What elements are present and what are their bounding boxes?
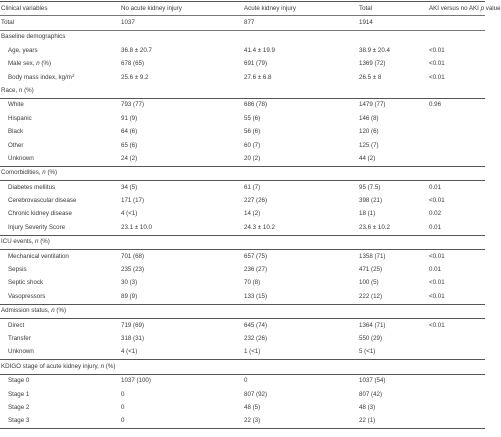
cell-aki: 227 (26) bbox=[244, 197, 268, 205]
cell-p: <0.01 bbox=[429, 46, 445, 54]
table-body bbox=[0, 235, 485, 249]
cell-total: 550 (29) bbox=[359, 334, 383, 342]
row-label: Vasopressors bbox=[0, 290, 120, 304]
row-label: White bbox=[8, 101, 24, 109]
cell-aki: 41.4 ± 19.9 bbox=[244, 46, 275, 54]
clinical-variables-table bbox=[0, 1, 501, 429]
row-label: Male sex, n (%) bbox=[8, 60, 51, 68]
cell-p: <0.01 bbox=[429, 252, 445, 260]
row-label: Transfer bbox=[8, 334, 31, 342]
cell-p: <0.01 bbox=[429, 73, 445, 81]
cell-p bbox=[428, 415, 485, 429]
cell-aki: 22 (3) bbox=[243, 415, 358, 429]
section-baseline bbox=[0, 30, 485, 44]
cell-no-aki: 89 (9) bbox=[120, 290, 243, 304]
cell-aki: 27.6 ± 6.8 bbox=[244, 73, 272, 81]
cell-no-aki: 1037 bbox=[120, 16, 243, 30]
cell-total: 22 (1) bbox=[358, 415, 428, 429]
cell-no-aki: 793 (77) bbox=[121, 101, 145, 109]
cell-aki: 0 bbox=[244, 377, 248, 385]
table-row bbox=[0, 290, 485, 304]
cell-p: 0.01 bbox=[429, 266, 442, 274]
table-row bbox=[0, 318, 485, 332]
table-row bbox=[0, 98, 485, 112]
cell-aki: 645 (74) bbox=[244, 321, 268, 329]
cell-no-aki: 1037 (100) bbox=[121, 377, 151, 385]
cell-p: 0.01 bbox=[428, 221, 485, 235]
header-p-value: AKI versus no AKI p value bbox=[428, 2, 485, 16]
cell-no-aki: 36.8 ± 20.7 bbox=[121, 46, 152, 54]
table-row bbox=[0, 388, 485, 401]
section-label: Race, n (%) bbox=[0, 84, 485, 98]
header-no-aki: No acute kidney injury bbox=[120, 2, 243, 16]
section-kdigo-stage bbox=[0, 360, 485, 374]
cell-total: 1369 (72) bbox=[359, 60, 386, 68]
cell-total: 100 (5) bbox=[359, 279, 379, 287]
table-row bbox=[0, 126, 485, 139]
table-row bbox=[0, 44, 485, 57]
cell-p: 0.96 bbox=[429, 101, 442, 109]
row-label: Age, years bbox=[8, 46, 38, 54]
row-label: Stage 1 bbox=[8, 390, 30, 398]
cell-aki: 55 (6) bbox=[244, 114, 261, 122]
race-group bbox=[0, 98, 485, 166]
cell-no-aki: 25.6 ± 9.2 bbox=[121, 73, 149, 81]
section-comorbidities bbox=[0, 166, 485, 180]
header-aki: Acute kidney injury bbox=[243, 2, 358, 16]
table-row bbox=[0, 152, 485, 166]
cell-total: 26.5 ± 8 bbox=[359, 73, 382, 81]
cell-total: 807 (42) bbox=[359, 390, 383, 398]
cell-p: 0.02 bbox=[429, 210, 442, 218]
cell-no-aki: 235 (23) bbox=[121, 266, 145, 274]
cell-p bbox=[428, 388, 485, 401]
cell-aki: 1 (<1) bbox=[243, 346, 358, 360]
cell-aki: 807 (92) bbox=[244, 390, 268, 398]
table-row bbox=[0, 332, 485, 345]
cell-aki: 24.3 ± 10.2 bbox=[243, 221, 358, 235]
table-row bbox=[0, 277, 485, 290]
section-label: Admission status, n (%) bbox=[0, 304, 485, 318]
cell-total: 120 (6) bbox=[359, 128, 379, 136]
row-label: Diabetes mellitus bbox=[8, 183, 56, 191]
icu-events-group bbox=[0, 250, 485, 305]
table-row bbox=[0, 112, 485, 125]
cell-p: 0.01 bbox=[429, 183, 442, 191]
section-icu-events bbox=[0, 235, 485, 249]
header-clinical-variables: Clinical variables bbox=[0, 2, 120, 16]
cell-no-aki: 678 (65) bbox=[121, 60, 145, 68]
cell-aki: 20 (2) bbox=[243, 152, 358, 166]
row-label: Stage 0 bbox=[8, 377, 30, 385]
cell-p: <0.01 bbox=[429, 321, 445, 329]
table-row bbox=[0, 139, 485, 152]
section-label: Comorbidities, n (%) bbox=[0, 166, 485, 180]
cell-p bbox=[428, 152, 485, 166]
cell-total: 471 (25) bbox=[359, 266, 383, 274]
cell-aki: 70 (8) bbox=[244, 279, 261, 287]
cell-aki: 686 (78) bbox=[244, 101, 268, 109]
cell-p: <0.01 bbox=[428, 290, 485, 304]
table-row bbox=[0, 71, 485, 84]
admission-group bbox=[0, 318, 485, 359]
cell-aki: 657 (75) bbox=[244, 252, 268, 260]
cell-no-aki: 64 (6) bbox=[121, 128, 138, 136]
cell-aki: 877 bbox=[243, 16, 358, 30]
row-label: Injury Severity Score bbox=[0, 221, 120, 235]
cell-no-aki: 65 (6) bbox=[121, 141, 138, 149]
cell-no-aki: 0 bbox=[120, 415, 243, 429]
header-total: Total bbox=[358, 2, 428, 16]
cell-p bbox=[428, 139, 485, 152]
table-body bbox=[0, 16, 485, 98]
table-row bbox=[0, 415, 485, 429]
table-row bbox=[0, 221, 485, 235]
table-row bbox=[0, 401, 485, 414]
table-row bbox=[0, 250, 485, 264]
table-row bbox=[0, 181, 485, 195]
cell-no-aki: 0 bbox=[121, 390, 125, 398]
row-label: Septic shock bbox=[8, 279, 44, 287]
cell-aki: 60 (7) bbox=[244, 141, 261, 149]
section-admission-status bbox=[0, 304, 485, 318]
cell-aki: 133 (15) bbox=[243, 290, 358, 304]
cell-total: 1364 (71) bbox=[359, 321, 386, 329]
row-label: Chronic kidney disease bbox=[8, 210, 72, 218]
section-label: ICU events, n (%) bbox=[0, 235, 485, 249]
cell-no-aki: 34 (5) bbox=[121, 183, 138, 191]
cell-no-aki: 719 (69) bbox=[121, 321, 145, 329]
table-row bbox=[0, 374, 485, 388]
row-label: Other bbox=[8, 141, 24, 149]
cell-aki: 232 (26) bbox=[244, 334, 268, 342]
cell-p bbox=[428, 401, 485, 414]
cell-p bbox=[428, 332, 485, 345]
cell-p bbox=[428, 16, 485, 30]
row-label: Total bbox=[0, 16, 120, 30]
cell-no-aki: 0 bbox=[121, 403, 125, 411]
cell-p: <0.01 bbox=[429, 197, 445, 205]
row-label: Stage 2 bbox=[8, 403, 30, 411]
row-label: Direct bbox=[8, 321, 25, 329]
table-body bbox=[0, 304, 485, 318]
cell-total: 222 (12) bbox=[358, 290, 428, 304]
cell-total: 38.9 ± 20.4 bbox=[359, 46, 390, 54]
cell-total: 1358 (71) bbox=[359, 252, 386, 260]
table-body bbox=[0, 166, 485, 180]
row-label: Unknown bbox=[0, 346, 120, 360]
cell-aki: 14 (2) bbox=[244, 210, 261, 218]
cell-no-aki: 4 (<1) bbox=[121, 210, 138, 218]
cell-no-aki: 4 (<1) bbox=[120, 346, 243, 360]
cell-aki: 691 (79) bbox=[244, 60, 268, 68]
row-label: Black bbox=[8, 128, 24, 136]
section-race bbox=[0, 84, 485, 98]
table-row bbox=[0, 208, 485, 221]
table-header bbox=[0, 2, 501, 16]
cell-total: 5 (<1) bbox=[358, 346, 428, 360]
comorbidities-group bbox=[0, 181, 485, 236]
cell-aki: 236 (27) bbox=[244, 266, 268, 274]
cell-no-aki: 30 (3) bbox=[121, 279, 138, 287]
cell-total: 1479 (77) bbox=[359, 101, 386, 109]
row-label: Body mass index, $kg/m^2$ bbox=[8, 72, 75, 81]
cell-total: 146 (8) bbox=[359, 114, 379, 122]
cell-no-aki: 171 (17) bbox=[121, 197, 145, 205]
table-row bbox=[0, 346, 485, 360]
cell-total: 1914 bbox=[358, 16, 428, 30]
cell-no-aki: 701 (68) bbox=[121, 252, 145, 260]
cell-total: 18 (1) bbox=[359, 210, 376, 218]
cell-total: 398 (21) bbox=[359, 197, 383, 205]
cell-p bbox=[428, 126, 485, 139]
row-label: Hispanic bbox=[8, 114, 32, 122]
row-label: Sepsis bbox=[8, 266, 27, 274]
cell-total: 1037 (54) bbox=[359, 377, 386, 385]
cell-total: 125 (7) bbox=[359, 141, 379, 149]
row-label: Mechanical ventilation bbox=[8, 252, 69, 260]
row-label: Cerebrovascular disease bbox=[8, 197, 77, 205]
total-row bbox=[0, 16, 485, 30]
cell-no-aki: 91 (9) bbox=[121, 114, 138, 122]
row-label: Unknown bbox=[0, 152, 120, 166]
cell-total: 44 (2) bbox=[358, 152, 428, 166]
cell-no-aki: 24 (2) bbox=[120, 152, 243, 166]
cell-total: 95 (7.5) bbox=[359, 183, 381, 191]
cell-p bbox=[428, 374, 485, 388]
cell-p: <0.01 bbox=[429, 279, 445, 287]
cell-total: 48 (3) bbox=[359, 403, 376, 411]
table-row bbox=[0, 263, 485, 276]
cell-p bbox=[428, 346, 485, 360]
cell-total: 23.6 ± 10.2 bbox=[358, 221, 428, 235]
cell-aki: 61 (7) bbox=[244, 183, 261, 191]
cell-no-aki: 23.1 ± 10.0 bbox=[120, 221, 243, 235]
section-label: KDIGO stage of acute kidney injury, n (%) bbox=[0, 360, 485, 374]
cell-no-aki: 318 (31) bbox=[121, 334, 145, 342]
table-row bbox=[0, 58, 485, 71]
cell-aki: 48 (5) bbox=[244, 403, 261, 411]
section-label: Baseline demographics bbox=[1, 33, 66, 41]
kdigo-group bbox=[0, 374, 485, 429]
header-row bbox=[0, 2, 485, 16]
cell-p: <0.01 bbox=[429, 60, 445, 68]
table-row bbox=[0, 194, 485, 207]
table-body bbox=[0, 360, 485, 374]
row-label: Stage 3 bbox=[0, 415, 120, 429]
cell-p bbox=[428, 112, 485, 125]
cell-aki: 56 (6) bbox=[244, 128, 261, 136]
